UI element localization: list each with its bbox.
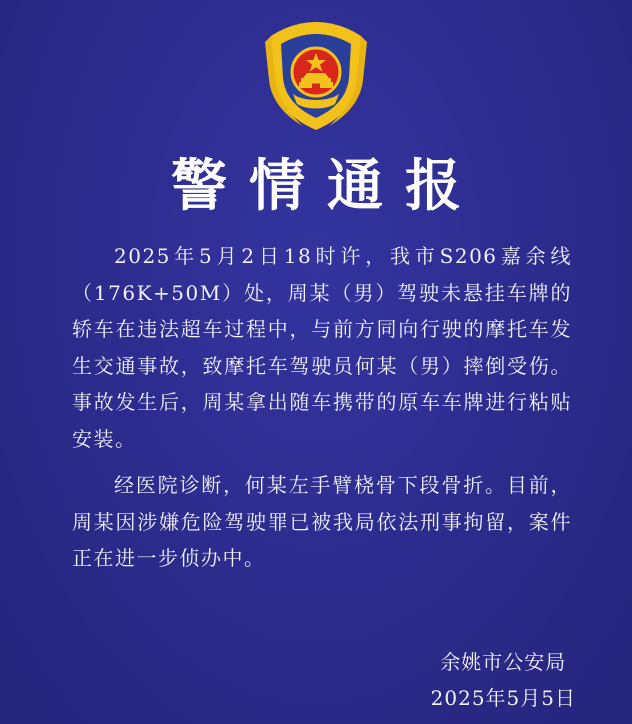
issue-date: 2025年5月5日 [430,686,576,710]
notice-title: 警情通报 [171,154,483,219]
paragraph-status: 经医院诊断，何某左手臂桡骨下段骨折。目前，周某因涉嫌危险驾驶罪已被我局依法刑事拘留，案件正在进一步侦办中。 [72,473,572,570]
issuer-name: 余姚市公安局 [440,650,567,674]
signature-block [431,644,576,716]
police-emblem-icon [263,20,369,132]
notice-body [72,238,572,577]
paragraph-incident: 2025年5月2日18时许，我市S206嘉余线（176K+50M）处，周某（男）驾驶未悬挂车牌的轿车在违法超车过程中，与前方同向行驶的摩托车发生交通事故，致摩托车驾驶员何某（男）摔倒受伤。事故发生后，周某拿出随车携带的原车车牌进行粘贴安装。 [72,244,572,451]
